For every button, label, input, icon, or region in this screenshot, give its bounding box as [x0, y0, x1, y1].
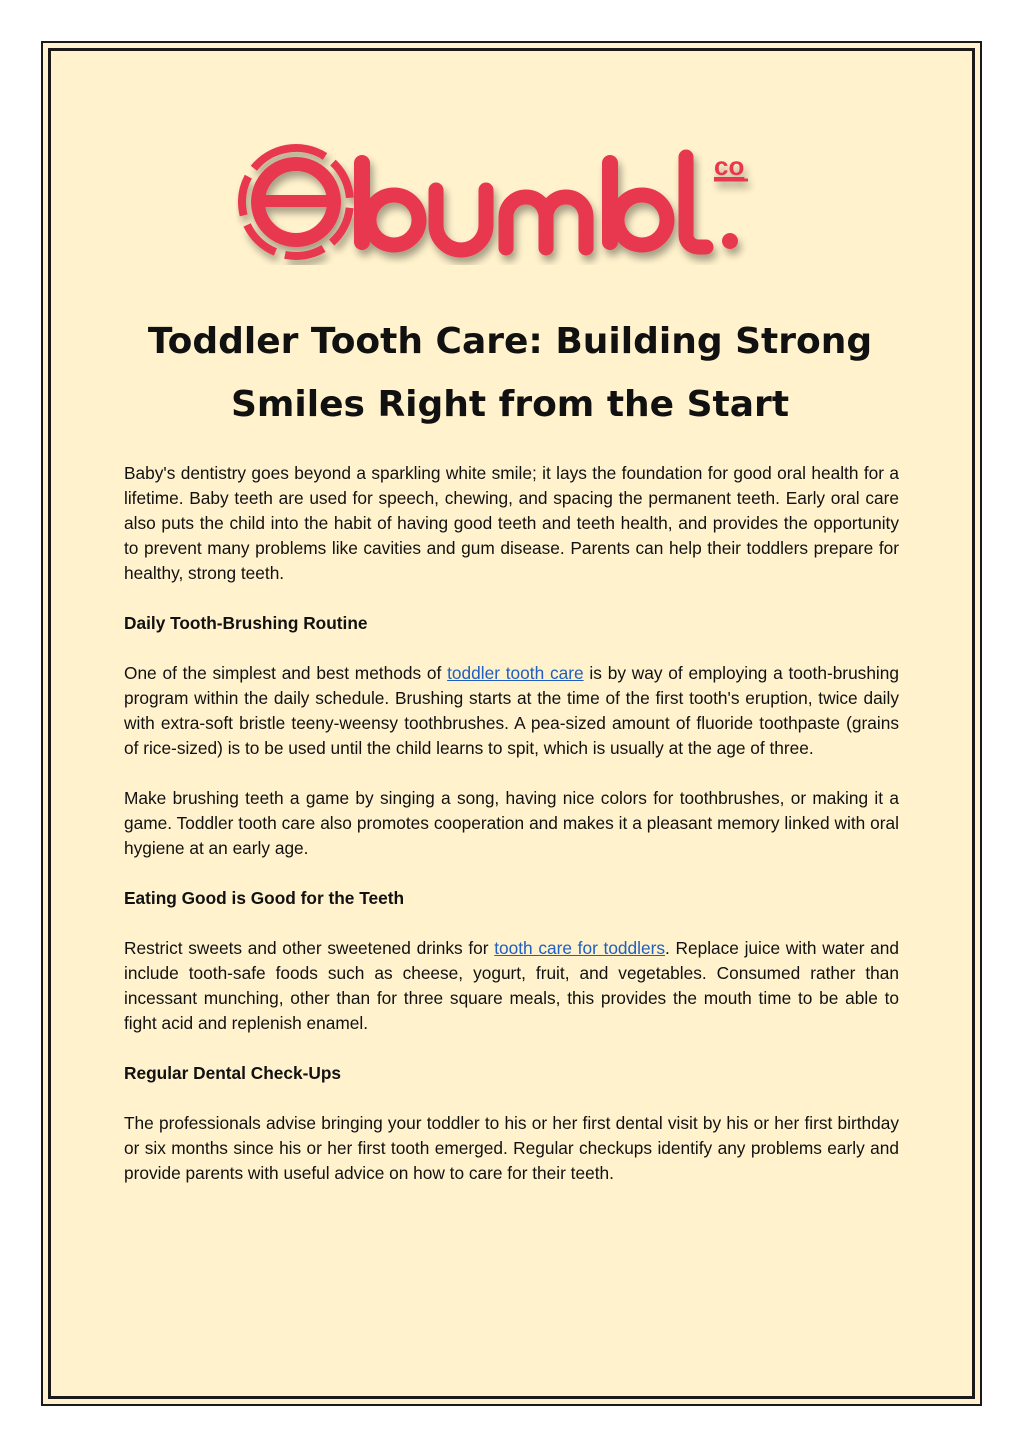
tooth-care-for-toddlers-link[interactable]: tooth care for toddlers: [494, 938, 665, 958]
eating-paragraph: Restrict sweets and other sweetened drinks for tooth care for toddlers. Replace juice with water and include tooth-safe foods such as cheese, yogurt, fruit, and vegetables. Consumed rather than incessant munching, other than for three square meals, this provides the mouth time to be able to fight acid and replenish enamel.: [124, 938, 899, 1033]
title-line-2: Smiles Right from the Start: [230, 384, 790, 425]
section-heading-brushing: Daily Tooth-Brushing Routine: [124, 613, 368, 633]
intro-paragraph: Baby's dentistry goes beyond a sparkling white smile; it lays the foundation for good oral health for a lifetime. Baby teeth are used for speech, chewing, and spacing the permanent teeth. Early oral care also puts the child into the habit of having good teeth and teeth health, and provides the opportunity to prevent many problems like cavities and gum disease. Parents can help their toddlers prepare for healthy, strong teeth.: [124, 463, 899, 583]
section-heading-eating: Eating Good is Good for the Teeth: [124, 888, 405, 908]
logo-superscript: co: [714, 151, 745, 181]
article-body: [124, 461, 899, 1211]
brushing-paragraph-2: Make brushing teeth a game by singing a song, having nice colors for toothbrushes, or making it a game. Toddler tooth care also promotes cooperation and makes it a pleasant memory linked with oral hygiene at an early age.: [124, 788, 899, 858]
brushing-paragraph-1: One of the simplest and best methods of toddler tooth care is by way of employing a tooth-brushing program within the daily schedule. Brushing starts at the time of the first tooth's eruption, twice daily with extra-soft bristle teeny-weensy toothbrushes. A pea-sized amount of fluoride toothpaste (grains of rice-sized) is to be used until the child learns to spit, which is usually at the age of three.: [124, 663, 899, 758]
checkups-paragraph: The professionals advise bringing your toddler to his or her first dental visit by his or her first birthday or six months since his or her first tooth emerged. Regular checkups identify any problems early and provide parents with useful advice on how to care for their teeth.: [124, 1113, 899, 1183]
toddler-tooth-care-link[interactable]: toddler tooth care: [447, 663, 584, 683]
title-line-1: Toddler Tooth Care: Building Strong: [147, 321, 873, 362]
page-title: [100, 310, 920, 436]
section-heading-checkups: Regular Dental Check-Ups: [124, 1063, 342, 1083]
bumbl-logo: [236, 135, 756, 265]
